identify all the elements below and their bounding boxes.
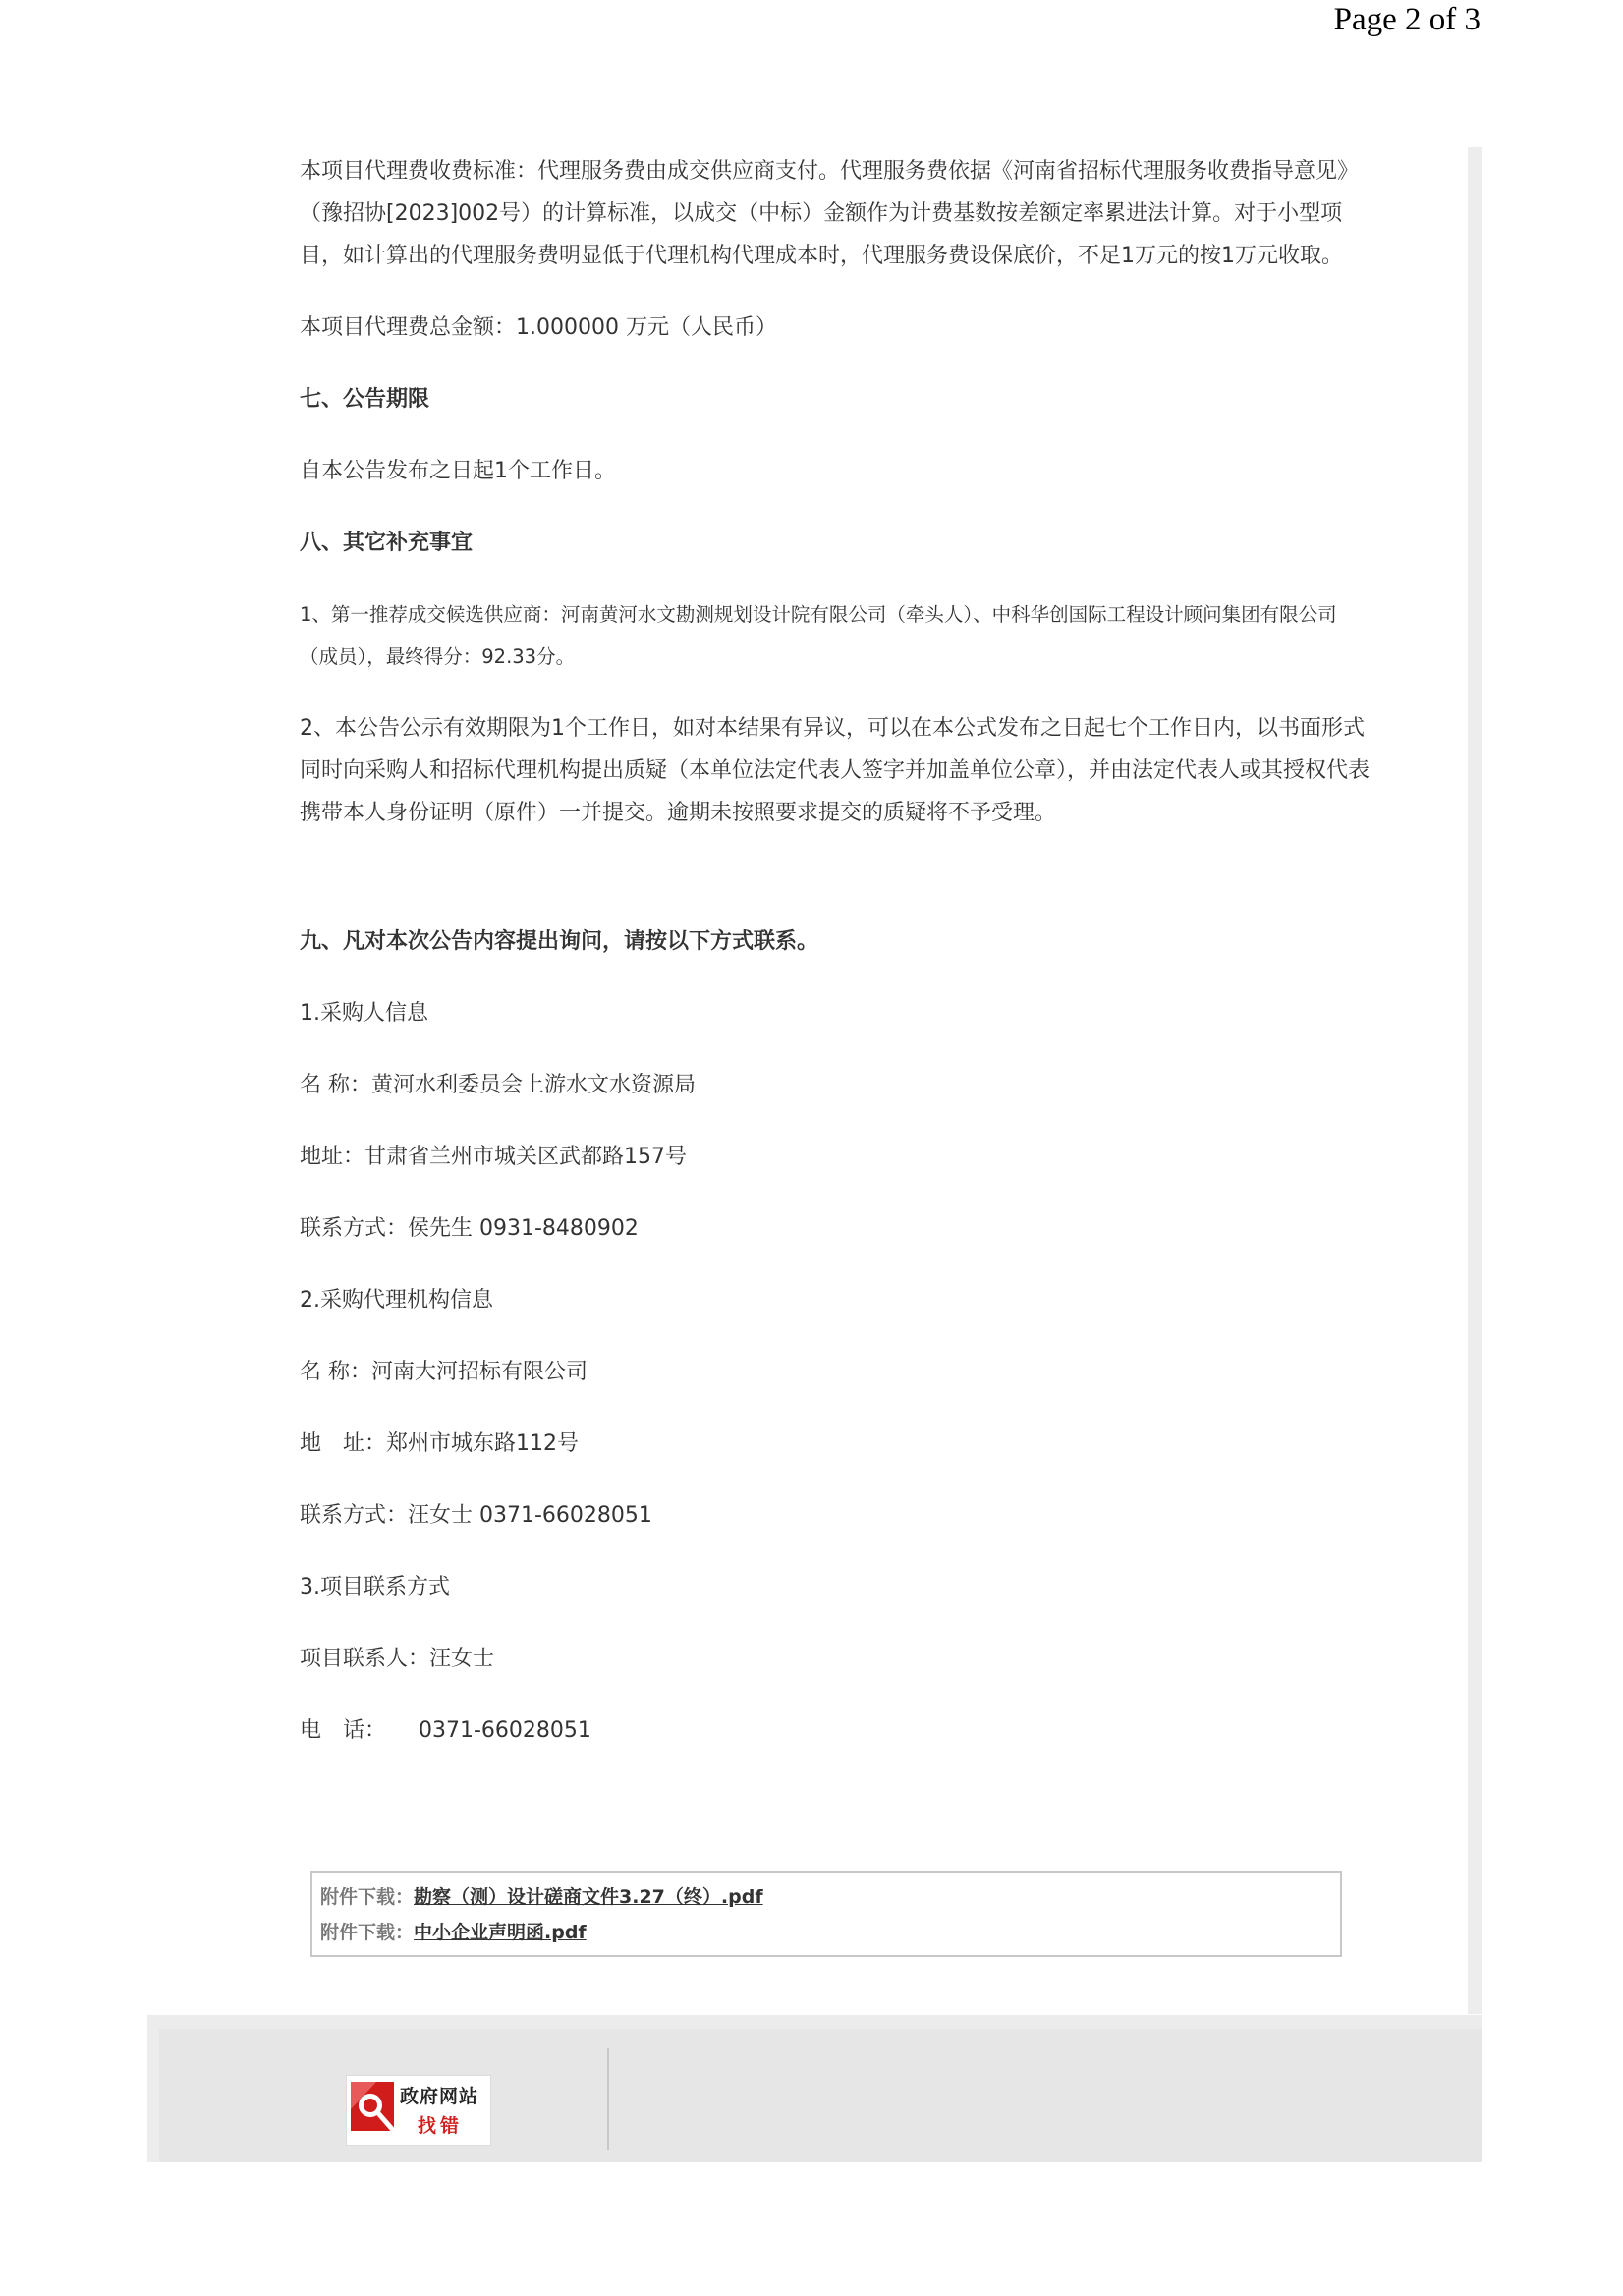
project-heading: 3.项目联系方式 [300, 1575, 450, 1599]
attachment-row [320, 1879, 1340, 1915]
attachment-row [320, 1915, 1340, 1950]
gov-site-error-report-logo[interactable] [346, 2075, 491, 2146]
section7-body: 自本公告发布之日起1个工作日。 [300, 459, 616, 483]
agency-address: 地 址：郑州市城东路112号 [300, 1431, 579, 1456]
site-footer [147, 2015, 1482, 2162]
project-contact: 项目联系人：汪女士 [300, 1647, 495, 1671]
fee-total-paragraph: 本项目代理费总金额：1.000000 万元（人民币） [300, 315, 777, 340]
section8-item2: 2、本公告公示有效期限为1个工作日，如对本结果有异议，可以在本公式发布之日起七个工作日内，以书面形式同时向采购人和招标代理机构提出质疑（本单位法定代表人签字并加盖单位公章），并由法定代表人或其授权代表携带本人身份证明（原件）一并提交。逾期未按照要求提交的质疑将不予受理。 [300, 716, 1371, 825]
section9-heading: 九、凡对本次公告内容提出询问，请按以下方式联系。 [300, 929, 819, 954]
page-shadow [1468, 147, 1482, 2014]
purchaser-name: 名 称：黄河水利委员会上游水文水资源局 [300, 1073, 696, 1097]
attachment-prefix: 附件下载： [320, 1886, 415, 1908]
logo-title: 政府网站 [400, 2086, 479, 2107]
logo-subtitle: 找错 [418, 2115, 464, 2137]
section8-heading: 八、其它补充事宜 [300, 531, 474, 555]
attachment-link-sme-declaration[interactable]: 中小企业声明函.pdf [414, 1922, 587, 1943]
footer-panel [159, 2029, 1482, 2162]
section7-heading: 七、公告期限 [300, 387, 430, 412]
agency-heading: 2.采购代理机构信息 [300, 1288, 493, 1313]
agency-contact: 联系方式：汪女士 0371-66028051 [300, 1503, 652, 1528]
agency-name: 名 称：河南大河招标有限公司 [300, 1360, 588, 1384]
purchaser-address: 地址：甘肃省兰州市城关区武都路157号 [300, 1145, 687, 1169]
purchaser-heading: 1.采购人信息 [300, 1001, 428, 1026]
page-indicator: Page 2 of 3 [1333, 2, 1481, 37]
project-phone: 电 话： 0371-66028051 [300, 1718, 591, 1743]
attachment-prefix: 附件下载： [320, 1922, 415, 1943]
fee-standard-paragraph: 本项目代理费收费标准：代理服务费由成交供应商支付。代理服务费依据《河南省招标代理服务收费指导意见》（豫招协[2023]002号）的计算标准，以成交（中标）金额作为计费基数按差额定率累进法计算。对于小型项目，如计算出的代理服务费明显低于代理机构代理成本时，代理服务费设保底价，不足1万元的按1万元收取。 [300, 159, 1360, 268]
section8-item1: 1、第一推荐成交候选供应商：河南黄河水文勘测规划设计院有限公司（牵头人）、中科华创国际工程设计顾问集团有限公司（成员），最终得分：92.33分。 [300, 603, 1337, 668]
attachments-box [310, 1871, 1342, 1957]
attachment-link-negotiation-doc[interactable]: 勘察（测）设计磋商文件3.27（终）.pdf [414, 1886, 763, 1908]
footer-divider [607, 2048, 609, 2150]
purchaser-contact: 联系方式：侯先生 0931-8480902 [300, 1216, 639, 1241]
announcement-body [300, 147, 1371, 1752]
magnifier-icon [351, 2082, 398, 2139]
